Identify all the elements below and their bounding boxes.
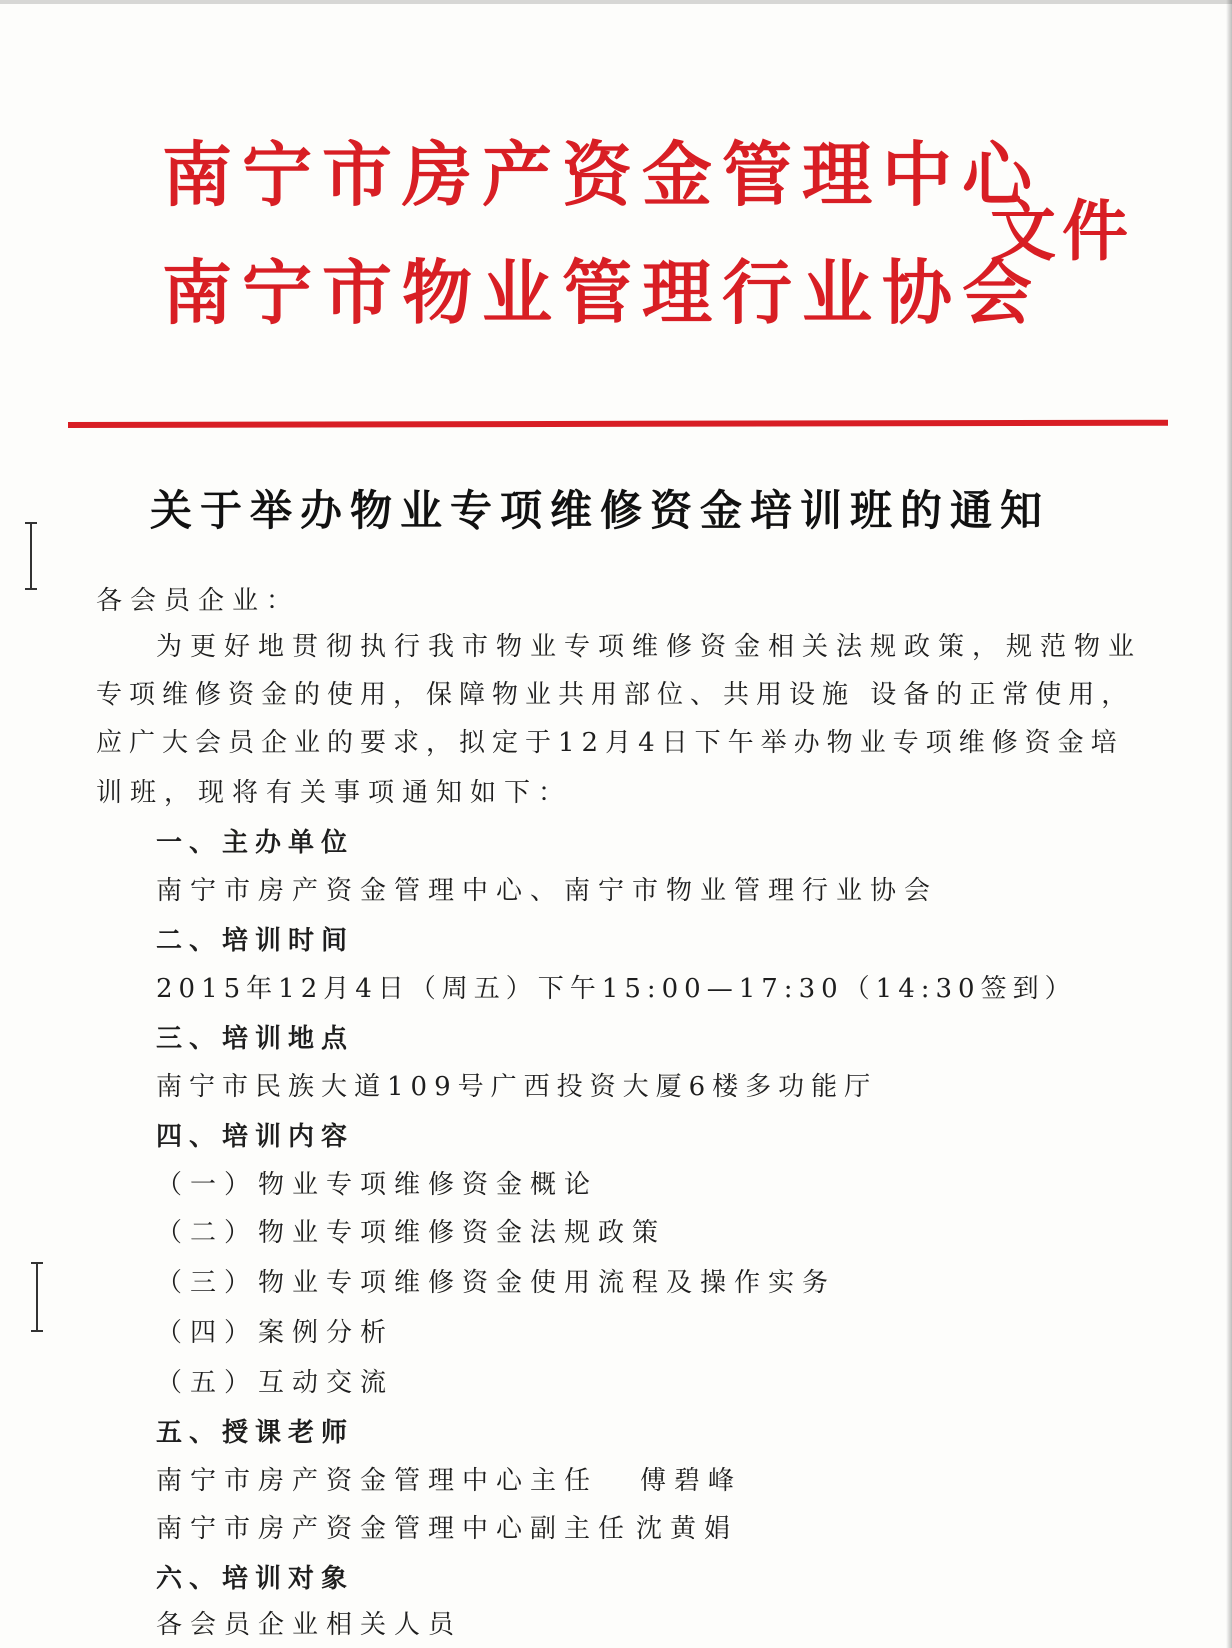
salutation: 各会员企业：	[96, 586, 301, 616]
intro-line-1: 为更好地贯彻执行我市物业专项维修资金相关法规政策，规范物业	[156, 632, 1143, 662]
content-item: （三）物业专项维修资金使用流程及操作实务	[156, 1268, 837, 1298]
binding-mark-top	[24, 518, 38, 594]
content-item: （五）互动交流	[156, 1368, 395, 1398]
intro-line-4: 训班，现将有关事项通知如下：	[96, 778, 573, 808]
teacher-name: 沈黄娟	[636, 1514, 739, 1544]
issuer-line-1: 南宁市房产资金管理中心	[162, 133, 1042, 216]
content-item: （一）物业专项维修资金概论	[156, 1170, 599, 1200]
section-heading-time: 二、培训时间	[156, 926, 355, 956]
training-place-text: 南宁市民族大道109号广西投资大厦6楼多功能厅	[156, 1072, 878, 1102]
organizer-text: 南宁市房产资金管理中心、南宁市物业管理行业协会	[156, 876, 939, 906]
section-heading-audience: 六、培训对象	[156, 1564, 355, 1594]
training-time-text: 2015年12月4日（周五）下午15:00—17:30（14:30签到）	[156, 974, 1077, 1004]
teacher-role: 南宁市房产资金管理中心副主任	[156, 1514, 633, 1544]
content-item: （二）物业专项维修资金法规政策	[156, 1218, 667, 1248]
intro-line-3: 应广大会员企业的要求，拟定于12月4日下午举办物业专项维修资金培	[96, 728, 1124, 758]
section-heading-teachers: 五、授课老师	[156, 1418, 355, 1448]
section-heading-organizer: 一、主办单位	[156, 828, 355, 858]
notice-title: 关于举办物业专项维修资金培训班的通知	[150, 486, 1051, 535]
binding-mark-bottom	[30, 1258, 44, 1336]
document-type-label: 文件	[990, 192, 1134, 270]
issuer-line-2: 南宁市物业管理行业协会	[162, 251, 1042, 334]
red-separator-rule	[68, 420, 1168, 428]
scan-edge-right	[1226, 0, 1232, 1648]
teacher-name: 傅碧峰	[640, 1466, 743, 1496]
audience-text: 各会员企业相关人员	[156, 1610, 463, 1640]
content-item: （四）案例分析	[156, 1318, 395, 1348]
section-heading-content: 四、培训内容	[156, 1122, 355, 1152]
intro-line-2: 专项维修资金的使用，保障物业共用部位、共用设施 设备的正常使用，	[96, 680, 1135, 710]
section-heading-place: 三、培训地点	[156, 1024, 355, 1054]
teacher-role: 南宁市房产资金管理中心主任	[156, 1466, 599, 1496]
scan-edge-top	[0, 0, 1232, 4]
